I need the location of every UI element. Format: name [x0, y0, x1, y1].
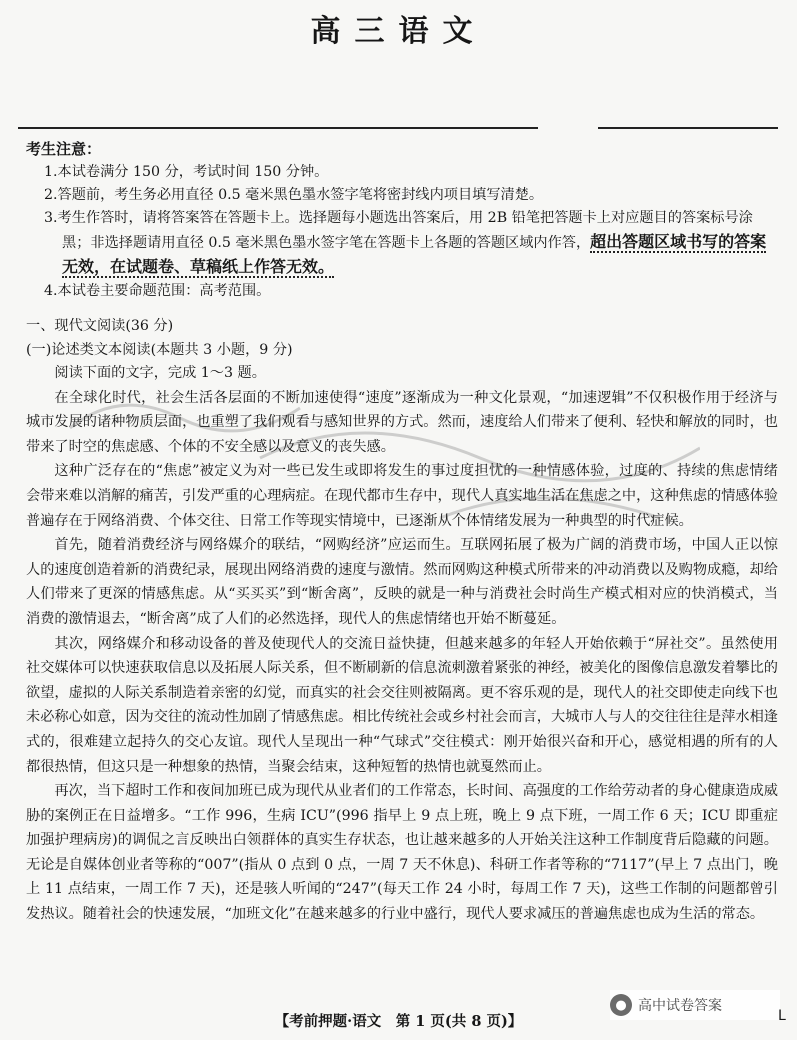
notice-item-4: 4.本试卷主要命题范围：高考范围。	[44, 283, 271, 299]
passage	[26, 361, 778, 927]
exam-notice	[26, 138, 781, 303]
passage-paragraph-1: 在全球化时代，社会生活各层面的不断加速使得“速度”逐渐成为一种文化景观，“加速逻辑”不仅积极作用于经济与城市发展的诸种物质层面，也重塑了我们观看与感知世界的方式。然而，速度给人们带来了便利、轻快和解放的同时，也带来了时空的焦虑感、个体的不安全感以及意义的丧失感。	[26, 389, 778, 455]
passage-instruction: 阅读下面的文字，完成 1～3 题。	[54, 365, 266, 381]
subsection-heading: (一)论述类文本阅读(本题共 3 小题，9 分)	[26, 342, 293, 358]
notice-item-3-emphasis: 超出答题区域书写的答案无效，在试题卷、草稿纸上作答无效。	[62, 232, 767, 276]
header-rule-left	[18, 127, 538, 129]
notice-item-2: 2.答题前，考生务必用直径 0.5 毫米黑色墨水签字笔将密封线内项目填写清楚。	[44, 187, 544, 203]
passage-paragraph-5: 再次，当下超时工作和夜间加班已成为现代从业者们的工作常态，长时间、高强度的工作给劳动者的身心健康造成威胁的案例正在日益增多。“工作 996，生病 ICU”(996 指早上 9 点上班，晚上 9 点下班，一周工作 6 天；ICU 即重症加强护理病房)的调侃之言反映出白领群体的真实生存状态，也让越来越多的人开始关注这种工作制度背后隐藏的问题。无论是自媒体创业者等称的“007”(指从 0 点到 0 点，一周 7 天不休息)、科研工作者等称的“7117”(早上 7 点出门，晚上 11 点结束，一周工作 7 天)，还是骇人听闻的“247”(每天工作 24 小时，每周工作 7 天)，这些工作制的问题都曾引发热议。随着社会的快速发展，“加班文化”在越来越多的行业中盛行，现代人要求减压的普遍焦虑也成为生活的常态。	[26, 783, 778, 923]
section-heading: 一、现代文阅读(36 分)	[26, 318, 174, 334]
passage-paragraph-4: 其次，网络媒介和移动设备的普及使现代人的交流日益快捷，但越来越多的年轻人开始依赖于“屏社交”。虽然使用社交媒体可以快速获取信息以及拓展人际关系，但不断刷新的信息流刺激着紧张的神经，被美化的图像信息激发着攀比的欲望，虚拟的人际关系制造着亲密的幻觉，而真实的社会交往则被隔离。更不容乐观的是，现代人的社交即使走向线下也未必称心如意，因为交往的流动性加剧了情感焦虑。相比传统社会或乡村社会而言，大城市人与人的交往往往是萍水相逢式的，很难建立起持久的交心友谊。现代人呈现出一种“气球式”交往模式：刚开始很兴奋和开心，感觉相遇的所有的人都很热情，但这只是一种想象的热情，当聚会结束，这种短暂的热情也就戛然而止。	[26, 635, 778, 775]
header-rule-right	[598, 127, 778, 129]
passage-paragraph-3: 首先，随着消费经济与网络媒介的联结，“网购经济”应运而生。互联网拓展了极为广阔的消费市场，中国人正以惊人的速度创造着新的消费纪录，展现出网络消费的速度与激情。然而网购这种模式所带来的冲动消费以及购物成瘾，却给人们带来了更深的情感焦虑。从“买买买”到“断舍离”，反映的就是一种与消费社会时尚生产模式相对应的快消模式，当消费的激情退去，“断舍离”成了人们的必然选择，现代人的焦虑情绪也开始不断蔓延。	[26, 537, 778, 627]
passage-paragraph-2: 这种广泛存在的“焦虑”被定义为对一些已发生或即将发生的事过度担忧的一种情感体验，过度的、持续的焦虑情绪会带来难以消解的痛苦，引发严重的心理病症。在现代都市生存中，现代人真实地生活在焦虑之中，这种焦虑的情感体验普遍存在于网络消费、个体交往、日常工作等现实情境中，已逐渐从个体情绪发展为一种典型的时代症候。	[26, 463, 778, 529]
chat-icon: ●	[610, 994, 632, 1016]
notice-item-1: 1.本试卷满分 150 分，考试时间 150 分钟。	[44, 164, 329, 180]
notice-item-3-text: 3.考生作答时，请将答案答在答题卡上。选择题每小题选出答案后，用 2B 铅笔把答题卡上对应题目的答案标号涂黑；非选择题请用直径 0.5 毫米黑色墨水签字笔在答题卡上各题的答题区域内作答，	[44, 210, 753, 251]
watermark-text: 高中试卷答案	[638, 998, 722, 1014]
page-title: 高三语文	[310, 14, 487, 49]
footer-corner-mark: L	[778, 1008, 786, 1024]
page-footer: 【考前押题·语文 第 1 页(共 8 页)】	[274, 1013, 523, 1030]
notice-item-3	[26, 207, 781, 280]
notice-title: 考生注意：	[26, 140, 102, 158]
